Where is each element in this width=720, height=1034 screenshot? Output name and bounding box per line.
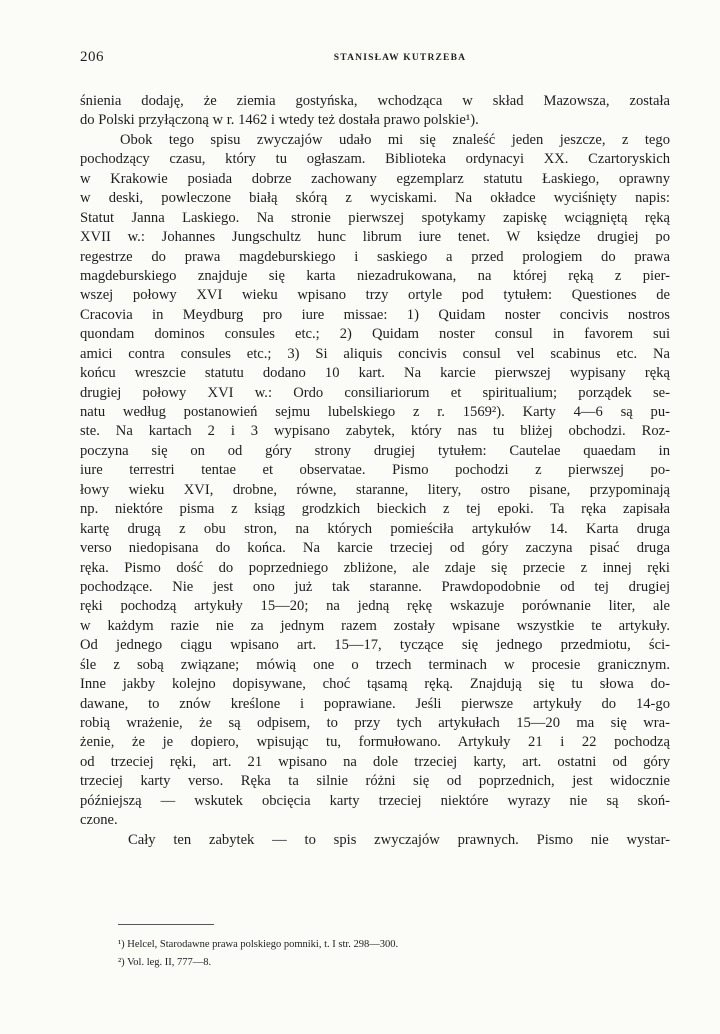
body-text bbox=[80, 92, 670, 850]
text-line: Od jednego ciągu wpisano art. 15—17, tyczące się jednego przedmiotu, ści- bbox=[80, 637, 670, 654]
text-line: amici contra consules etc.; 3) Si aliquis concivis consul vel scabinus etc. Na bbox=[80, 345, 670, 362]
text-line: verso niedopisana do końca. Na karcie trzeciej od góry zaczyna pisać druga bbox=[80, 540, 670, 557]
text-line: w deski, powleczone białą skórą z wyciskami. Na okładce wyciśnięty napis: bbox=[80, 190, 670, 207]
running-head: STANISŁAW KUTRZEBA bbox=[333, 53, 467, 63]
footnotes bbox=[118, 936, 668, 972]
text-line: Obok tego spisu zwyczajów udało mi się znaleść jeden jeszcze, z tego bbox=[120, 131, 670, 148]
text-line: ste. Na kartach 2 i 3 wypisano zabytek, który nas tu bliżej obchodzi. Roz- bbox=[80, 423, 670, 440]
footnote-rule bbox=[118, 924, 214, 925]
text-line: łowy wieku XVI, drobne, równe, staranne, litery, ostro pisane, przypominają bbox=[80, 481, 670, 498]
footnote: ¹) Helcel, Starodawne prawa polskiego pomniki, t. I str. 298—300. bbox=[118, 939, 399, 950]
text-line: robią wrażenie, że są odpisem, to przy tych artykułach 15—20 ma się wra- bbox=[80, 715, 670, 731]
page-header bbox=[80, 49, 668, 69]
text-line: trzeciej karty verso. Ręka ta silnie różni się od poprzednich, jest widocznie bbox=[80, 773, 670, 790]
text-line: Statut Janna Laskiego. Na stronie pierwszej spotykamy zapiskę wciągniętą ręką bbox=[80, 209, 670, 226]
text-line: quondam dominos consules etc.; 2) Quidam noster consul in favorem sui bbox=[80, 326, 670, 343]
text-line: pochodzące. Nie jest ono już tak staranne. Prawdopodobnie od tej drugiej bbox=[80, 578, 670, 595]
text-line: iure terrestri tentae et observatae. Pismo pochodzi z pierwszej po- bbox=[80, 462, 670, 479]
text-line: regestrze do prawa magdeburskiego i saskiego a przed prologiem do prawa bbox=[80, 248, 670, 265]
text-line: wszej połowy XVI wieku wpisano trzy ortyle pod tytułem: Questiones de bbox=[80, 287, 670, 304]
text-line: końcu wreszcie statutu dodano 10 kart. Na karcie pierwszej wypisany ręką bbox=[80, 365, 670, 382]
text-line: dawane, to znów kreślone i poprawiane. Jeśli pierwsze artykuły do 14-go bbox=[80, 695, 670, 712]
text-line: Cracovia in Meydburg pro iure missae: 1) Quidam noster concivis nostros bbox=[80, 306, 670, 323]
text-line: pochodzący czasu, który tu ogłaszam. Biblioteka ordynacyi XX. Czartoryskich bbox=[80, 151, 670, 168]
text-line: w każdym razie nie za jednym razem zostały wpisane wszystkie te artykuły. bbox=[80, 617, 670, 634]
text-line: Cały ten zabytek — to spis zwyczajów prawnych. Pismo nie wystar- bbox=[128, 831, 670, 848]
text-line: od trzeciej ręki, art. 21 wpisano na dole trzeciej karty, art. ostatni od góry bbox=[80, 753, 670, 770]
text-line: do Polski przyłączoną w r. 1462 i wtedy też dostała prawo polskie¹). bbox=[80, 112, 479, 129]
text-line: późniejszą — wskutek obcięcia karty trzeciej niektóre wyrazy nie są skoń- bbox=[80, 792, 670, 809]
footnote: ²) Vol. leg. II, 777—8. bbox=[118, 957, 212, 968]
text-line: Inne jakby kolejno dopisywane, choć tąsamą ręką. Znajdują się tu słowa do- bbox=[80, 676, 670, 693]
text-line: w Krakowie posiada dobrze zachowany egzemplarz statutu Łaskiego, oprawny bbox=[80, 170, 670, 187]
page-number: 206 bbox=[80, 49, 104, 65]
text-line: żenie, że je dopiero, wpisując tu, formułowano. Artykuły 21 i 22 pochodzą bbox=[80, 734, 670, 751]
text-line: drugiej połowy XVI w.: Ordo consiliariorum et spiritualium; porządek se- bbox=[80, 384, 670, 401]
text-line: natu według postanowień sejmu lubelskiego z r. 1569²). Karty 4—6 są pu- bbox=[80, 404, 670, 420]
text-line: np. niektóre pisma z ksiąg grodzkich bieckich z tej epoki. Ta ręka zapisała bbox=[80, 501, 670, 518]
text-line: czone. bbox=[80, 812, 118, 829]
text-line: śnienia dodaję, że ziemia gostyńska, wchodząca w skład Mazowsza, została bbox=[80, 93, 670, 109]
text-line: poczyna się on od góry strony drugiej tytułem: Cautelae quaedam in bbox=[80, 442, 670, 459]
text-line: śle z sobą związane; mówią one o trzech terminach w procesie granicznym. bbox=[80, 656, 670, 673]
text-line: ręki pochodzą artykuły 15—20; na jedną rękę wskazuje porównanie liter, ale bbox=[80, 598, 670, 615]
text-line: kartę drugą z obu stron, na których pomieściła artykułów 14. Karta druga bbox=[80, 520, 670, 537]
text-line: XVII w.: Johannes Jungschultz hunc librum iure tenet. W księdze drugiej po bbox=[80, 229, 670, 246]
text-line: ręka. Pismo dość do poprzedniego zbliżone, ale zdaje się przecie z innej ręki bbox=[80, 559, 670, 576]
text-line: magdeburskiego znajduje się karta niezadrukowana, na której ręką z pier- bbox=[80, 267, 670, 284]
